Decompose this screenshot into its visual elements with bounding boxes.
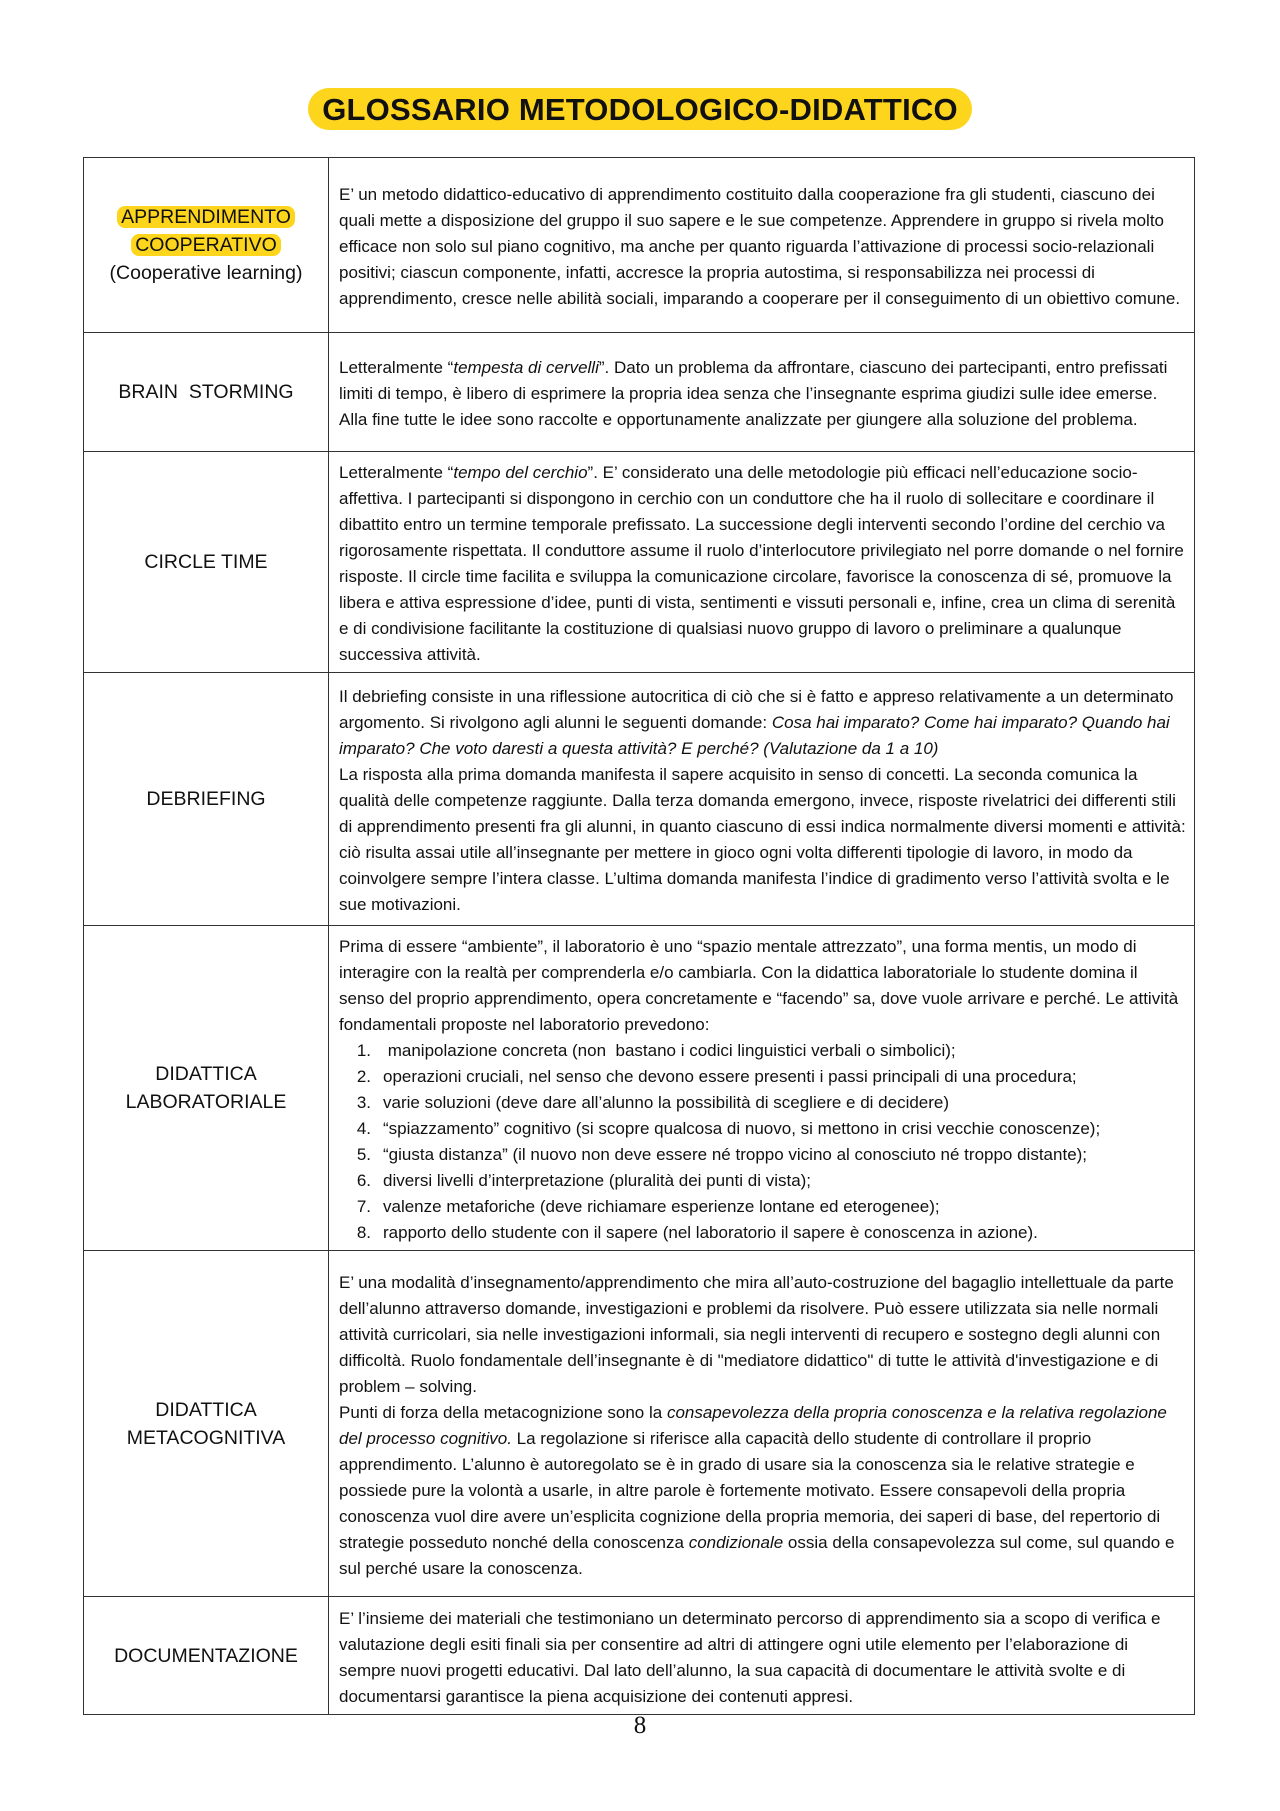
list-item: 8. rapporto dello studente con il sapere (nel laboratorio il sapere è conoscenza in azione). [356, 1223, 1038, 1242]
definition-cell [329, 1597, 1195, 1715]
page-title: GLOSSARIO METODOLOGICO-DIDATTICO [308, 88, 972, 130]
definition-cell [329, 333, 1195, 452]
glossary-table [83, 157, 1195, 1715]
term-label: CIRCLE TIME [144, 551, 268, 573]
glossary-row-documentazione [84, 1597, 1195, 1715]
term-cell [84, 452, 329, 673]
term-label: DIDATTICA [155, 1398, 257, 1421]
term-label: DEBRIEFING [146, 788, 266, 810]
list-item: 5. “giusta distanza” (il nuovo non deve essere né troppo vicino al conosciuto né troppo distante); [356, 1145, 1088, 1164]
term-highlight: COOPERATIVO [131, 234, 281, 256]
term-label: LABORATORIALE [125, 1091, 287, 1113]
definition-cell [329, 1251, 1195, 1597]
term-cell [84, 926, 329, 1251]
definition-text: Il debriefing consiste in una riflessione autocritica di ciò che si è fatto e appreso relativamente a un determinato argomento. Si rivolgono agli alunni le seguenti domande: Cosa hai imparato? Come hai imparato? Quando hai imparato? Che voto daresti a questa attività? E perché? (Valutazione da 1 a 10) La risposta alla prima domanda manifesta il sapere acquisito in senso di concetti. La seconda comunica la qualità delle competenze raggiunte. Dalla terza domanda emergono, invece, risposte rivelatrici dei differenti stili di apprendimento presenti fra gli alunni, in quanto ciascuno di essi indica normalmente diversi momenti e attività: ciò risulta assai utile all’insegnante per mettere in gioco ogni volta differenti tipologie di lavoro, in modo da coinvolgere sempre l’intera classe. L’ultima domanda manifesta l’indice di gradimento verso l’attività svolta e le sue motivazioni. [339, 687, 1186, 914]
definition-text: Punti di forza della metacognizione sono la consapevolezza della propria conoscenza e la relativa regolazione del processo cognitivo. La regolazione si riferisce alla capacità dello studente di controllare il proprio apprendimento. L’alunno è autoregolato se è in grado di usare sia la conoscenza sia le relative strategie e possiede pure la volontà a usarle, in altre parole è fortemente motivato. Essere consapevoli della propria conoscenza vuol dire avere un’esplicita cognizione della propria memoria, dei saperi di base, del repertorio di strategie posseduto nonché della conoscenza condizionale ossia della consapevolezza sul come, sul quando e sul perché usare la conoscenza. [339, 1402, 1175, 1578]
list-item: 4. “spiazzamento” cognitivo (si scopre qualcosa di nuovo, si mettono in crisi vecchie conoscenze); [356, 1119, 1101, 1138]
term-cell [84, 1251, 329, 1597]
glossary-row-circletime [84, 452, 1195, 673]
definition-cell [329, 926, 1195, 1251]
term-label: DOCUMENTAZIONE [114, 1644, 298, 1667]
title-wrapper [0, 88, 1280, 130]
glossary-row-brainstorming [84, 333, 1195, 452]
glossary-row-debriefing [84, 673, 1195, 926]
definition-text: E’ una modalità d’insegnamento/apprendimento che mira all’auto-costruzione del bagaglio intellettuale da parte dell’alunno attraverso domande, investigazioni e problemi da risolvere. Può essere utilizzata sia nelle normali attività curricolari, sia nelle investigazioni informali, sia negli interventi di recupero e sostegno degli alunni con difficoltà. Ruolo fondamentale dell’insegnante è di "mediatore didattico" di tutte le attività d'investigazione e di problem – solving. [339, 1272, 1174, 1396]
definition-text: E’ l’insieme dei materiali che testimoniano un determinato percorso di apprendimento sia a scopo di verifica e valutazione degli esiti finali sia per consentire ad altri di attingere ogni utile elemento per l’elaborazione di sempre nuovi progetti educativi. Dal lato dell’alunno, la sua capacità di documentare le attività svolte e di documentarsi garantisce la piena acquisizione dei contenuti appresi. [339, 1608, 1161, 1706]
term-label: DIDATTICA [155, 1063, 257, 1085]
list-item: 3. varie soluzioni (deve dare all’alunno la possibilità di scegliere e di decidere) [356, 1093, 950, 1112]
definition-text: E’ un metodo didattico-educativo di apprendimento costituito dalla cooperazione fra gli studenti, ciascuno dei quali mette a disposizione del gruppo il suo sapere e le sue competenze. Apprendere in gruppo si rivela molto efficace non solo sul piano cognitivo, ma anche per quanto riguarda l’attivazione di processi socio-relazionali positivi; ciascun componente, infatti, accresce la propria autostima, si responsabilizza nei processi di apprendimento, cresce nelle abilità sociali, imparando a cooperare per il conseguimento di un obiettivo comune. [339, 185, 1181, 308]
term-cell [84, 673, 329, 926]
term-highlight: APPRENDIMENTO [117, 206, 295, 228]
page-number: 8 [633, 1712, 647, 1739]
activities-list [339, 1038, 1186, 1246]
list-item: 1. manipolazione concreta (non bastano i codici linguistici verbali o simbolici); [356, 1041, 956, 1060]
term-cell [84, 158, 329, 333]
definition-text: Prima di essere “ambiente”, il laboratorio è uno “spazio mentale attrezzato”, una forma mentis, un modo di interagire con la realtà per comprenderla e/o cambiarla. Con la didattica laboratoriale lo studente domina il senso del proprio apprendimento, opera concretamente e “facendo” sa, dove vuole arrivare e perché. Le attività fondamentali proposte nel laboratorio prevedono: [339, 937, 1179, 1034]
glossary-row-laboratoriale [84, 926, 1195, 1251]
definition-cell [329, 673, 1195, 926]
glossary-row-metacognitiva [84, 1251, 1195, 1597]
list-item: 7. valenze metaforiche (deve richiamare esperienze lontane ed eterogenee); [356, 1197, 940, 1216]
definition-text: Letteralmente “tempesta di cervelli”. Dato un problema da affrontare, ciascuno dei partecipanti, entro prefissati limiti di tempo, è libero di esprimere la propria idea senza che l’insegnante esprima giudizi sulle idee emerse. Alla fine tutte le idee sono raccolte e opportunamente analizzate per giungere alla soluzione del problema. [339, 358, 1168, 429]
glossary-row-apprendimento [84, 158, 1195, 333]
definition-cell [329, 452, 1195, 673]
list-item: 6. diversi livelli d’interpretazione (pluralità dei punti di vista); [356, 1171, 812, 1190]
term-label: BRAIN STORMING [118, 381, 294, 403]
term-cell [84, 1597, 329, 1715]
definition-cell [329, 158, 1195, 333]
term-subtitle: (Cooperative learning) [109, 262, 303, 284]
term-cell [84, 333, 329, 452]
definition-text: Letteralmente “tempo del cerchio”. E’ considerato una delle metodologie più efficaci nell’educazione socio-affettiva. I partecipanti si dispongono in cerchio con un conduttore che ha il ruolo di sollecitare e coordinare il dibattito entro un termine temporale prefissato. La successione degli interventi secondo l’ordine del cerchio va rigorosamente rispettata. Il conduttore assume il ruolo d’interlocutore privilegiato nel porre domande o nel fornire risposte. Il circle time facilita e sviluppa la comunicazione circolare, favorisce la conoscenza di sé, promuove la libera e attiva espressione d’idee, punti di vista, sentimenti e vissuti personali e, infine, crea un clima di serenità e di condivisione facilitante la costituzione di qualsiasi nuovo gruppo di lavoro o preliminare a qualunque successiva attività. [339, 463, 1184, 664]
list-item: 2. operazioni cruciali, nel senso che devono essere presenti i passi principali di una procedura; [356, 1067, 1077, 1086]
term-label: METACOGNITIVA [126, 1426, 286, 1449]
